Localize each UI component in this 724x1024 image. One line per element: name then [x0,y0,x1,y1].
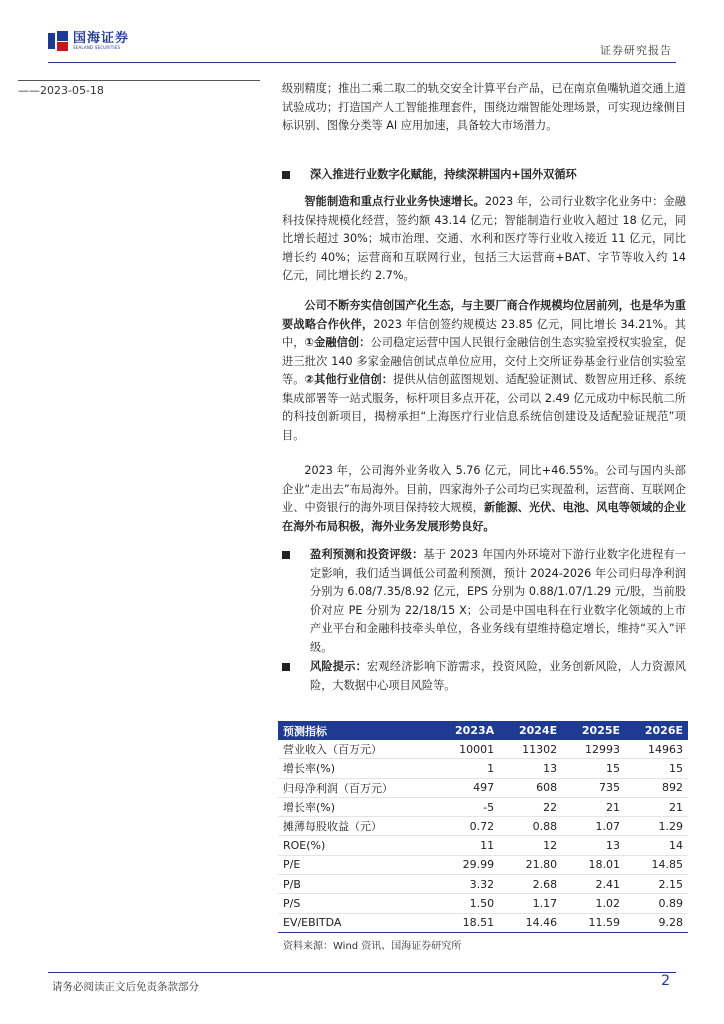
table-cell: 21 [562,797,625,816]
table-cell: 13 [562,836,625,855]
table-cell: P/B [278,875,435,894]
table-cell: P/E [278,855,435,874]
paragraph-xinchuang [282,297,686,445]
table-header-cell: 2025E [562,721,625,740]
logo-mark-icon [48,31,68,51]
table-cell: 3.32 [435,875,499,894]
paragraph-text: 级别精度；推出二乘二取二的轨交安全计算平台产品，已在南京鱼嘴轨道交通上道试验成功；打造国产人工智能推理套件，围绕边端智能处理场景，可实现边缘侧目标识别、图像分类等 AI 应用加速，具备较大市场潜力。 [282,82,686,132]
bullet-square-icon [282,663,290,671]
table-cell: 15 [562,759,625,778]
table-cell: 增长率(%) [278,759,435,778]
section-forecast-rating [282,546,686,657]
table-row [278,797,688,816]
table-cell: 10001 [435,740,499,759]
paragraph-emphasis: 新能源、光伏、电池、风电等领域的企业在海外布局积极，海外业务发展形势良好。 [282,501,686,533]
paragraph-industry-growth [282,193,686,286]
table-cell: 1 [435,759,499,778]
table-cell: 1.07 [562,817,625,836]
header-divider [48,62,676,63]
section-heading-digital [282,166,686,185]
table-cell: 增长率(%) [278,797,435,816]
report-date: ——2023-05-18 [18,84,104,97]
table-cell: 12993 [562,740,625,759]
table-cell: 22 [499,797,562,816]
table-cell: 15 [625,759,688,778]
paragraph-overseas [282,462,686,536]
table-cell: 归母净利润（百万元） [278,778,435,797]
table-header-cell: 预测指标 [278,721,435,740]
table-cell: 497 [435,778,499,797]
table-cell: 29.99 [435,855,499,874]
table-cell: 11 [435,836,499,855]
table-cell: 11302 [499,740,562,759]
paragraph-text: 2023 年，公司行业数字化业务中：金融科技保持规模化经营，签约额 43.14 亿元；智能制造行业收入超过 18 亿元，同比增长超过 30%；城市治理、交通、水利和医疗等行业收入接近 11 亿元，同比增长约 40%；运营商和互联网行业，包括三大运营商+BAT、字节等收入约 14 亿元，同比增长约 2.7%。 [282,195,686,282]
sub-lead-finance: ①金融信创： [304,336,371,349]
table-cell: P/S [278,894,435,913]
table-cell: 14.85 [625,855,688,874]
table-row [278,817,688,836]
paragraph-text: 2023 年信创签约规模达 23.85 亿元，同比增长 34.21%。其中， [282,317,686,349]
table-cell: 9.28 [625,913,688,932]
paragraph-text-finance: 公司稳定运营中国人民银行金融信创生态实验室授权实验室，促进三批次 140 多家金融信创试点单位应用，交付上交所证券基金行业信创实验室等。 [282,336,686,386]
table-cell: ROE(%) [278,836,435,855]
table-cell: 1.50 [435,894,499,913]
report-type: 证券研究报告 [600,44,672,57]
table-cell: 18.01 [562,855,625,874]
section-heading-text: 盈利预测和投资评级： [310,548,424,561]
bullet-square-icon [282,171,290,179]
sidebar-divider [18,80,260,81]
paragraph-text: 基于 2023 年国内外环境对下游行业数字化进程有一定影响，我们适当调低公司盈利预测，预计 2024-2026 年公司归母净利润分别为 6.08/7.35/8.92 亿元，EPS 分别为 0.88/1.07/1.29 元/股，当前股价对应 PE 分别为 22/18/15 X；公司是中国电科在行业数字化领域的上市产业平台和金融科技牵头单位，各业务线有望维持稳定增长，维持“买入”评级。 [310,548,686,654]
table-cell: 11.59 [562,913,625,932]
table-cell: 892 [625,778,688,797]
section-heading-text: 风险提示： [310,660,367,673]
table-cell: 14.46 [499,913,562,932]
forecast-table [278,721,688,933]
table-row [278,759,688,778]
table-row [278,913,688,932]
table-cell: 12 [499,836,562,855]
table-cell: 2.15 [625,875,688,894]
table-cell: 1.29 [625,817,688,836]
table-cell: 21.80 [499,855,562,874]
table-row [278,894,688,913]
section-risk [282,658,686,695]
table-cell: 18.51 [435,913,499,932]
table-cell: 0.72 [435,817,499,836]
table-source: 资料来源：Wind 资讯、国海证券研究所 [283,941,462,952]
paragraph-lead: 智能制造和重点行业业务快速增长。 [304,195,485,208]
table-cell: 0.89 [625,894,688,913]
logo-name-en: SEALAND SECURITIES [73,44,121,50]
paragraph-text: 宏观经济影响下游需求，投资风险，业务创新风险，人力资源风险，大数据中心项目风险等。 [310,660,686,692]
table-row [278,875,688,894]
table-cell: 营业收入（百万元） [278,740,435,759]
table-header-cell: 2024E [499,721,562,740]
table-cell: EV/EBITDA [278,913,435,932]
paragraph-text: 2023 年，公司海外业务收入 5.76 亿元，同比+46.55%。公司与国内头部企业“走出去”布局海外。目前，四家海外子公司均已实现盈利，运营商、互联网企业、中资银行的海外项目保持较大规模， [282,464,686,514]
table-row [278,778,688,797]
footer-divider [48,972,676,973]
table-cell: -5 [435,797,499,816]
sub-lead-other: ②其他行业信创： [304,373,393,386]
table-cell: 1.17 [499,894,562,913]
table-header-row [278,721,688,740]
paragraph-tech-products [282,80,686,136]
table-cell: 14963 [625,740,688,759]
table-row [278,855,688,874]
table-cell: 21 [625,797,688,816]
paragraph-lead: 公司不断夯实信创国产化生态，与主要厂商合作规模均位居前列，也是华为重要战略合作伙伴， [282,299,686,331]
table-header-cell: 2023A [435,721,499,740]
table-cell: 14 [625,836,688,855]
footer-disclaimer: 请务必阅读正文后免责条款部分 [52,981,199,993]
logo-name-cn: 国海证券 [73,30,130,46]
section-heading-text: 深入推进行业数字化赋能，持续深耕国内+国外双循环 [310,168,577,181]
table-cell: 0.88 [499,817,562,836]
page-number: 2 [661,973,670,989]
table-cell: 1.02 [562,894,625,913]
paragraph-text-other: 提供从信创蓝图规划、适配验证测试、数智应用迁移、系统集成部署等一站式服务，标杆项目多点开花，公司以 2.49 亿元成功中标民航二所的科技创新项目，揭榜承担“上海医疗行业信息系统信创建设及适配验证规范”项目。 [282,373,686,442]
table-cell: 608 [499,778,562,797]
table-cell: 摊薄每股收益（元） [278,817,435,836]
table-row [278,740,688,759]
table-cell: 2.68 [499,875,562,894]
table-cell: 735 [562,778,625,797]
table-row [278,836,688,855]
table-cell: 13 [499,759,562,778]
bullet-square-icon [282,551,290,559]
table-header-cell: 2026E [625,721,688,740]
company-logo [48,31,129,51]
table-cell: 2.41 [562,875,625,894]
